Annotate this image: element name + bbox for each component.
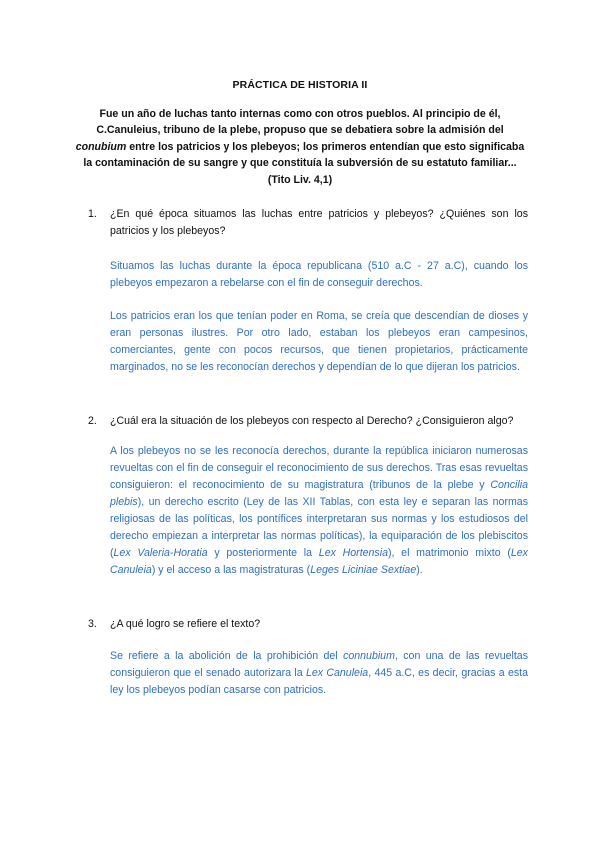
answer-3-t1: Se refiere a la abolición de la prohibición del: [110, 650, 344, 662]
answer-1-p2-text: Los patricios eran los que tenían poder en Roma, se creía que descendían de dioses y eran personas ilustres. Por otro lado, estaban los plebeyos eran campesinos, comerciantes, gente con pocos recursos, que tienen propietarios, prácticamente marginados, no se les reconocían derechos y dependían de lo que dijeran los patricios.: [110, 310, 528, 373]
answer-2-i5: Leges Liciniae Sextiae: [310, 564, 417, 576]
answer-2-t5: ) y el acceso a las magistraturas (: [151, 564, 311, 576]
question-3: [88, 616, 528, 633]
answer-1-paragraph-1: [110, 258, 528, 292]
answer-2-i1: Concilia plebis: [110, 479, 528, 508]
answer-3-i1: connubium: [343, 650, 395, 662]
answer-2-t1: A los plebeyos no se les reconocía derechos, durante la república iniciaron numerosas revueltas con el fin de conseguir el reconocimiento de sus derechos. Tras esas revueltas consiguieron: el reconocimiento de su magistratura (tribunos de la plebe y: [110, 445, 528, 491]
question-2-number: 2.: [88, 415, 97, 427]
answer-3-i2: Lex Canuleia: [305, 667, 369, 679]
intro-part1: Fue un año de luchas tanto internas como con otros pueblos. Al principio de él, C.Canuleius, tribuno de la plebe, propuso que se debatiera sobre la admisión del: [96, 108, 504, 137]
question-1-text: ¿En qué época situamos las luchas entre patricios y plebeyos? ¿Quiénes son los patricios y los plebeyos?: [110, 208, 528, 237]
question-3-number: 3.: [88, 618, 97, 630]
answer-3: [110, 648, 528, 699]
intro-part2: entre los patricios y los plebeyos; los primeros entendían que esto significaba la contaminación de su sangre y que constituía la subversión de su estatuto familiar... (Tito Liv. 4,1): [83, 140, 525, 186]
answer-1-paragraph-2: [110, 308, 528, 376]
answer-2-i4: Lex Canuleia: [110, 547, 528, 576]
answer-3-t2: , con una de las revueltas consiguieron que el senado autorizara la: [110, 650, 528, 679]
answer-2-i3: Lex Hortensia: [318, 547, 388, 559]
question-1: [88, 206, 528, 239]
answer-1-p1-text: Situamos las luchas durante la época republicana (510 a.C - 27 a.C), cuando los plebeyos empezaron a rebelarse con el fin de conseguir derechos.: [110, 260, 528, 289]
answer-3-t3: , 445 a.C, es decir, gracias a esta ley los plebeyos podían casarse con patricios.: [110, 667, 529, 696]
answer-2-t6: ).: [416, 564, 423, 576]
question-3-text: ¿A qué logro se refiere el texto?: [110, 618, 261, 630]
answer-2-t3: y posteriormente la: [207, 547, 319, 559]
intro-quote: [72, 106, 528, 188]
intro-term: conubium: [75, 140, 127, 153]
answer-2: [110, 443, 528, 579]
question-2-text: ¿Cuál era la situación de los plebeyos con respecto al Derecho? ¿Consiguieron algo?: [110, 415, 514, 427]
question-1-number: 1.: [88, 208, 97, 220]
page-title: PRÁCTICA DE HISTORIA II: [232, 79, 368, 91]
answer-2-t2: ), un derecho escrito (Ley de las XII Tablas, con esta ley e separan las normas religiosas de las políticas, los pontífices interpretaran sus normas y los estudiosos del derecho empiezan a interpretar las normas políticas), la equiparación de los plebiscitos (: [110, 496, 528, 559]
question-2: [88, 413, 528, 430]
answer-2-i2: Lex Valeria-Horatia: [113, 547, 208, 559]
answer-2-t4: ), el matrimonio mixto (: [387, 547, 511, 559]
